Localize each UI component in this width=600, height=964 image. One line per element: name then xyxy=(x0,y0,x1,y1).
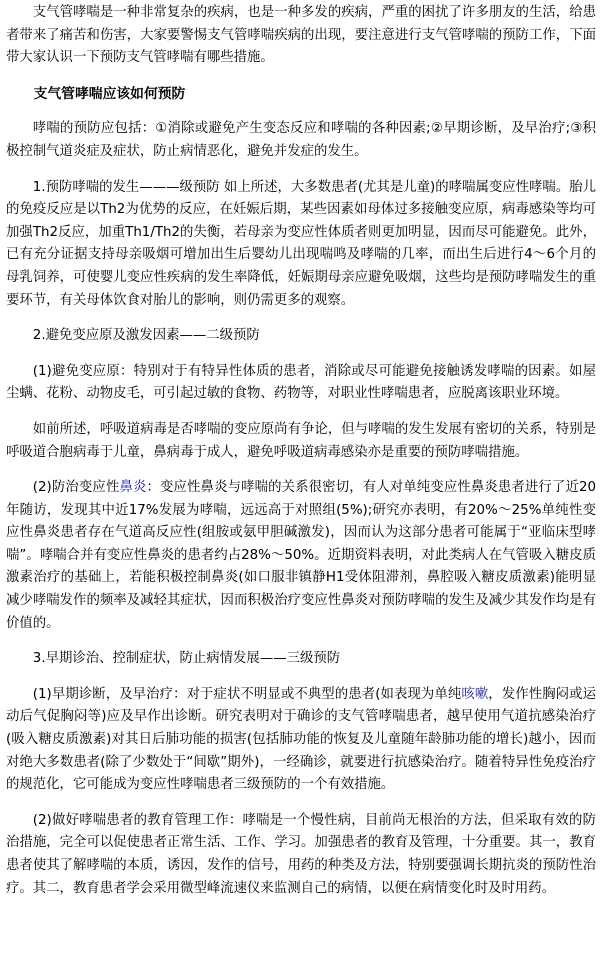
tertiary-prevention-title: 3.早期诊治、控制症状，防止病情发展——三级预防 xyxy=(32,651,341,667)
patient-education-paragraph: (2)做好哮喘患者的教育管理工作：哮喘是一个慢性病，目前尚无根治的方法，但采取有效的防治措施，完全可以促使患者正常生活、工作、学习。加强患者的教育及管理，十分重要。其一，教育患者使其了解哮喘的本质，诱因，发作的信号，用药的种类及方法，特别要强调长期抗炎的预防性治疗。其二，教育患者学会采用微型峰流速仪来监测自己的病情，以便在病情变化时及时用药。 xyxy=(6,812,596,896)
rhinitis-link[interactable]: 鼻炎 xyxy=(119,480,147,496)
avoid-allergen-paragraph: (1)避免变应原：特别对于有特异性体质的患者，消除或尽可能避免接触诱发哮喘的因素。如屋尘螨、花粉、动物皮毛，可引起过敏的食物、药物等，对职业性哮喘患者，应脱离该职业环境。 xyxy=(6,363,596,402)
intro-paragraph: 支气管哮喘是一种非常复杂的疾病，也是一种多发的疾病，严重的困扰了许多朋友的生活，给患者带来了痛苦和伤害，大家要警惕支气管哮喘疾病的出现，要注意进行支气管哮喘的预防工作，下面带大家认识一下预防支气管哮喘有哪些措施。 xyxy=(6,5,596,66)
early-diagnosis-prefix: (1)早期诊断，及早治疗：对于症状不明显或不典型的患者(如表现为单纯 xyxy=(32,686,462,702)
primary-prevention-paragraph: 1.预防哮喘的发生———级预防 如上所述，大多数患者(尤其是儿童)的哮喘属变应性哮喘。胎儿的免疫反应是以Th2为优势的反应，在妊娠后期，某些因素如母体过多接触变应原，病毒感染等均可加强Th2反应，加重Th1/Th2的失衡，若母亲为变应性体质者则更加明显，因而尽可能避免。此外，已有充分证据支持母亲吸烟可增加出生后婴幼儿出现喘鸣及哮喘的几率，而出生后进行4～6个月的母乳饲养，可使婴儿变应性疾病的发生率降低，妊娠期母亲应避免吸烟，这些均是预防哮喘发生的重要环节，有关母体饮食对胎儿的影响，则仍需更多的观察。 xyxy=(6,179,596,308)
early-diagnosis-paragraph xyxy=(6,684,596,797)
article-body xyxy=(0,2,600,900)
respiratory-virus-paragraph: 如前所述，呼吸道病毒是否哮喘的变应原尚有争论，但与哮喘的发生发展有密切的关系，特别是呼吸道合胞病毒于儿童，鼻病毒于成人，避免呼吸道病毒感染亦是重要的预防哮喘措施。 xyxy=(6,421,596,460)
overview-paragraph: 哮喘的预防应包括：①消除或避免产生变态反应和哮喘的各种因素;②早期诊断，及早治疗;③积极控制气道炎症及症状，防止病情恶化，避免并发症的发生。 xyxy=(6,121,596,159)
rhinitis-paragraph xyxy=(6,477,596,635)
secondary-prevention-title: 2.避免变应原及激发因素——二级预防 xyxy=(32,328,260,344)
cough-link[interactable]: 咳嗽 xyxy=(461,686,489,702)
rhinitis-suffix: ：变应性鼻炎与哮喘的关系很密切，有人对单纯变应性鼻炎患者进行了近20年随访，发现其中近17%发展为哮喘，远远高于对照组(5%);研究亦表明，有20%～25%单纯性变应性鼻炎患者存在气道高反应性(组胺或氨甲胆碱激发)，因而认为这部分患者可能属于“亚临床型哮喘”。哮喘合并有变应性鼻炎的患者约占28%～50%。近期资料表明，对此类病人在气管吸入糖皮质激素治疗的基础上，若能积极控制鼻炎(如口服非镇静H1受体阻滞剂，鼻腔吸入糖皮质激素)能明显减少哮喘发作的频率及减轻其症状，因而积极治疗变应性鼻炎对预防哮喘的发生及减少其发作均是有价值的。 xyxy=(6,480,596,631)
early-diagnosis-suffix: ，发作性胸闷或运动后气促胸闷等)应及早作出诊断。研究表明对于确诊的支气管哮喘患者，越早使用气道抗感染治疗(吸入糖皮质激素)对其日后肺功能的损害(包括肺功能的恢复及儿童随年龄肺功能的增长)越小，因而对绝大多数患者(除了少数处于“间歇”期外)，一经确诊，就要进行抗感染治疗。随着特异性免疫治疗的规范化，它可能成为变应性哮喘患者三级预防的一个有效措施。 xyxy=(6,686,596,793)
section-heading: 支气管哮喘应该如何预防 xyxy=(33,85,186,102)
rhinitis-prefix: (2)防治变应性 xyxy=(32,480,120,496)
